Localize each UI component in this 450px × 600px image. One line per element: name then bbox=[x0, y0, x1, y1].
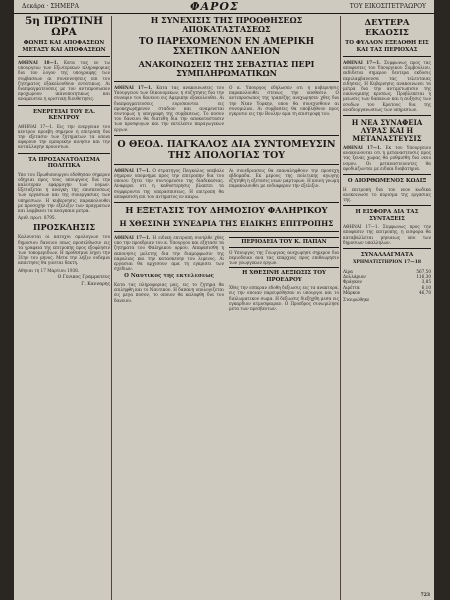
headline: ΔΕΥΤΕΡΑ ΕΚΔΟΣΙΣ bbox=[364, 18, 410, 38]
currency-value: 46,70 bbox=[419, 289, 431, 295]
headline: Η ΝΕΑ ΣΥΝΑΦΕΙΑ ΛΥΡΑΣ ΚΑΙ Η ΜΕΤΑΝΑΣΤΕΥΣΙΣ bbox=[351, 118, 423, 144]
article-text: Ο Υπουργος της Γεωργιας ανεχωρησε σημερον δια περιοδειαν ανα τας επαρχιας προς επιθεωρησιν των γεωργικων εργων. bbox=[229, 249, 339, 265]
section-heading: Η ΧΘΕΣΙΝΗ ΔΕΞΙΩΣΙΣ ΤΟΥ ΠΡΟΕΔΡΟΥ bbox=[229, 267, 339, 283]
divider bbox=[343, 174, 431, 175]
currency-label: Λιρέττα bbox=[343, 284, 360, 290]
currency-value: 116,30 bbox=[416, 274, 431, 280]
divider bbox=[343, 115, 431, 116]
dateline: ΑΘΗΝΑΙ 17—1. bbox=[114, 167, 151, 173]
dateline: ΑΘΗΝΑΙ 18—1. bbox=[18, 60, 59, 65]
divider bbox=[343, 248, 431, 249]
article-text: Ο στρατηγος Παγκαλος υπεβαλε σημερον υπομνημα προς την επιτροπην δια του οποιου ζητει την συντομευσιν της διαδικασιας. Αναφερει οτι η καθυστερησις βλαπτει τα συμφεροντα της υπερασπισεως. Η επιτροπη θα αποφασιση επι του αιτηματος εν καιρω. bbox=[114, 167, 224, 199]
article-text: Κατα τας πληροφοριας μας, εις το ζητημα θα επιληφθη και το Ναυτικον. Η δαπανη υπολογιζεται εις μεγα ποσον, το οποιον θα καλυφθη δια του δανειου. bbox=[114, 281, 224, 303]
divider bbox=[343, 205, 431, 206]
page-number: 723 bbox=[420, 593, 430, 598]
article-columns bbox=[114, 85, 339, 132]
article-body bbox=[114, 168, 224, 199]
article-text: Υπο του Πρωθυπουργου εδοθησαν σημερον οδηγιαι προς τους υπουργους δια την καλυτεραν εφαρμογην των νομων. Εξεταζεται η αναγκη της επισπευσεως των εργασιων και της συνεργασιας των υπηρεσιων. Η κυβερνησις παρακολουθει με προσοχην την εξελιξιν των πραγματων και λαμβανει τα αναγκαια μετρα. bbox=[18, 171, 110, 214]
section-heading: Η ΕΙΣΦΟΡΑ ΔΙΑ ΤΑΣ ΣΥΝΤΑΞΕΙΣ bbox=[355, 209, 419, 222]
article-text: Εκ του Υπουργειου ανακοινουται οτι η μεταναστευσις προς τας ξενας χωρας θα ρυθμισθη δια νεου νομου. Οι μεταναστευοντες θα εφοδιαζωνται με ειδικα διαβατηρια. bbox=[343, 145, 431, 171]
currency-label: Δολλάριον bbox=[343, 274, 366, 280]
dateline: ΑΘΗΝΑΙ 17—1. bbox=[343, 145, 382, 151]
subheadline: ΦΩΝΗΣ ΚΑΙ ΑΠΟΦΑΣΕΩΝ ΜΕΤΑΞΥ ΚΑΙ ΑΠΟΦΑΣΕΩΝ bbox=[22, 40, 106, 53]
section-heading: Ο ΔΙΟΡΘΩΜΕΝΟΣ ΚΩΔΙΞ bbox=[347, 178, 427, 185]
currency-label: Λίρα bbox=[343, 268, 353, 274]
section-heading: Ο Ναυτικος της εκτελεσεως bbox=[124, 273, 214, 280]
article-text: Συμφωνως προς τας αποφασεις του Υπουργικου Συμβουλιου, εκδιδεται σημερον δευτερα εκδοσις περιλαμβανουσα τας τελευταιας ειδησεις. Η Κυβερνησις ανακοινωνει τα μετρα δια την αντιμετωπισιν της οικονομικης κρισεως. Προβλεπεται η μειωσις των δαπανων και η αυξησις των εσοδων του Κρατους δια της αναδιοργανωσεως των υπηρεσιων. bbox=[343, 60, 431, 112]
headline: Η ΕΞΕΤΑΣΙΣ ΤΟΥ ΔΗΜΟΣΙΟΥ ΦΑΛΗΡΙΚΟΥ bbox=[125, 206, 328, 217]
dateline: ΑΘΗΝΑΙ 17—1. bbox=[114, 235, 151, 241]
article-text: ΑΘΗΝΑΙ 17—1. Συμφωνως προς την αποφασιν της επιτροπης, η εισφορα θα καταβαλλεται μηνιαιως υπο των δημοσιων υπαλληλων. bbox=[343, 224, 431, 245]
section-heading: ΣΥΝΑΛΛΑΓΜΑΤΑ bbox=[360, 251, 414, 258]
section-heading: ΕΝΕΡΓΕΙΑΙ ΤΟΥ ΕΛ. ΚΕΝΤΡΟΥ bbox=[32, 108, 96, 122]
masthead-left: Δεκάρα · ΣΗΜΕΡΑ bbox=[22, 3, 79, 10]
signature-name: Γ. Κανναρης bbox=[81, 281, 110, 287]
notice-text: Καλουνται οι κατοχοι ομολογιων του δημοσιου δανειου οπως προσελθωσιν εις τα γραφεια της επιτροπης προς εξοφλησιν των τοκομεριδιων. Η προθεσμια ληγει την 31ην του μηνος. Μετα την ληξιν ουδεμια απαιτησις θα γινεται δεκτη. bbox=[18, 234, 110, 266]
currency-label: Φράγκον bbox=[343, 279, 362, 285]
currency-value: 3,85 bbox=[421, 279, 431, 285]
article-body bbox=[18, 60, 110, 102]
divider bbox=[18, 153, 110, 154]
masthead bbox=[14, 0, 434, 14]
subheadline: ΤΟ ΦΥΛΛΟΝ ΕΞΕΔΟΘΗ ΕΙΣ ΚΑΙ ΤΑΣ ΠΕΡΙΟΧΑΣ bbox=[345, 40, 429, 53]
headline: ΤΟ ΠΑΡΕΧΟΜΕΝΟΝ ΕΝ ΑΜΕΡΙΚΗ ΣΧΕΤΙΚΟΝ ΔΑΝΕΙΟΝ bbox=[138, 37, 315, 57]
article-body bbox=[343, 60, 431, 112]
divider bbox=[114, 81, 339, 82]
article-body bbox=[343, 145, 431, 171]
divider bbox=[343, 56, 431, 57]
masthead-right: ΤΟΥ ΕΙΚΟΣΙΤΕΤΡΑΩΡΟΥ bbox=[349, 3, 426, 10]
article-text: Χθες την εσπεραν εδοθη δεξιωσις εις τα ανακτορα, εις την οποιαν παρευρεθησαν οι υπουργοι και το διπλωματικον σωμα. Η δεξιωσις διεξηχθη μεσα εις εγκαρδιον ατμοσφαιραν. Ο Προεδρος συνωμιλησε μετα των πρεσβευτων. bbox=[229, 285, 339, 311]
reference-number: Αριθ. πρωτ. 8795. bbox=[18, 215, 56, 221]
headline: Η ΧΘΕΣΙΝΗ ΣΥΝΕΔΡΙΑ ΤΗΣ ΕΙΔΙΚΗΣ ΕΠΙΤΡΟΠΗΣ bbox=[119, 219, 334, 229]
article-columns bbox=[114, 235, 339, 311]
newspaper-title: ΦΑΡΟΣ bbox=[189, 0, 239, 13]
article-text: Κατα τας εν τω υπουργειω των Εξωτερικων πληροφοριας δια τον λογον της υπογραφης των συμβασεων αι συνεννοησεις επι του ζητηματος εξακολουθουν εντατικως. Αι διαπραγματευσεις με τον αντιπροσωπον προχωρουν ικανοποιητικως και αναμενεται η οριστικη διευθετησις. bbox=[18, 60, 110, 102]
notice-date: Αθηναι τη 17 Μαρτιου 1938. bbox=[18, 267, 80, 273]
divider bbox=[114, 135, 339, 136]
column-divider bbox=[340, 16, 341, 600]
bottom-label: Σταυρώθηκε bbox=[343, 296, 370, 302]
column-divider bbox=[111, 16, 112, 600]
table-row bbox=[343, 290, 431, 295]
divider bbox=[114, 231, 339, 232]
divider bbox=[18, 105, 110, 106]
divider bbox=[114, 202, 339, 203]
article-columns bbox=[114, 168, 339, 199]
exchange-rates-table bbox=[343, 269, 431, 295]
headline: Ο ΘΕΟΔ. ΠΑΓΚΑΛΟΣ ΔΙΑ ΣΥΝΤΟΜΕΥΣΙΝ ΤΗΣ ΑΠΟΛΟΓΙΑΣ ΤΟΥ bbox=[117, 138, 336, 161]
headline: Η ΣΥΝΕΧΙΣΙΣ ΤΗΣ ΠΡΟΩΘΗΣΕΩΣ ΑΠΟΚΑΤΑΣΤΑΣΕΩΣ bbox=[150, 16, 303, 34]
article-body bbox=[114, 85, 224, 132]
article-text: ΑΘΗΝΑΙ 17—1. Εις την ενεργειαν του κεντρου προεβη σημερον η επιτροπη δια την εξετασιν των ζητηματων τα οποια αφορουν την εμπορικην κινησιν και την ανταλλαγην προιοντων. bbox=[18, 123, 110, 150]
currency-value: 567,50 bbox=[416, 268, 431, 274]
divider bbox=[114, 164, 339, 165]
notice-heading: ΠΡΟΣΚΛΗΣΙΣ bbox=[33, 222, 95, 233]
article-text: Η επιτροπη δια τον νεον κωδικα ανεκοινωσε το πορισμα της εργασιας της. bbox=[343, 186, 431, 202]
newspaper-page bbox=[14, 0, 434, 600]
column-center bbox=[114, 16, 339, 600]
currency-label: Μάρκον bbox=[343, 289, 361, 295]
article-text: Αι συνεδριασεις θα επαναληφθουν την προσεχη εβδομαδα. Εκ μερους της πολιτικης αγωγης εζητηθη η εξετασις νεων μαρτυρων. Η κοινη γνωμη παρακολουθει με ενδιαφερον την εξελιξιν. bbox=[229, 167, 339, 189]
side-articles bbox=[229, 235, 339, 311]
column-left bbox=[18, 16, 110, 600]
article-text: Κατα τας ανακοινωσεις του Υπουργειου των Οικονομικων, η συζητησις δια την συναψιν του δανειου εις Αμερικην εξακολουθει. Αι διαπραγματευσεις ευρισκονται εις προκεχωρημενον σταδιον και αναμενεται συντομως η υπογραφη της συμβασεως. Το ποσον του δανειου θα διατεθη δια την αποκαταστασιν των προσφυγων και την εκτελεσιν παραγωγικων εργων. bbox=[114, 85, 224, 132]
dateline: ΑΘΗΝΑΙ 17—1. bbox=[343, 60, 381, 65]
currency-value: 6,10 bbox=[421, 284, 431, 290]
table-title: ΧΡΗΜΑΤΙΣΤΗΡΙΟΝ 17—18 bbox=[353, 260, 421, 266]
section-heading: ΠΕΡΙΟΔΕΙΑ ΤΟΥ Κ. ΠΑΠΑΝ bbox=[229, 237, 339, 248]
headline: ΑΝΑΚΟΙΝΩΣΕΙΣ ΤΗΣ ΣΕΒΑΣΤΙΑΣ ΠΕΡΙ ΣΥΜΠΛΗΡΩΜΑΤΙΚΩΝ bbox=[138, 59, 315, 78]
column-right bbox=[343, 16, 431, 600]
article-text: Ο κ. Υπουργος εδηλωσεν οτι η κυβερνησις παρακολουθει στενως την υποθεσιν. Ο αντιπροσωπος της τραπεζης ανεχωρησεν χθες δια την Νεαν Υορκην, οπου θα συνεχισθουν αι συνομιλιαι. Αι συμβασεις θα υποβληθουν προς εγκρισιν εις την Βουλην αμα τη επιστροφη του. bbox=[229, 85, 339, 117]
article-body bbox=[114, 235, 224, 311]
section-heading: ΤΑ ΠΡΟΣΑΝΑΤΟΛΙΣΜΑ ΠΟΛΙΤΙΚΑ bbox=[28, 156, 100, 170]
signature-title: Ο Γενικος Γραμματευς bbox=[57, 274, 110, 280]
headline: 5η ΠΡΩΤΙΝΗ ΩΡΑ bbox=[25, 16, 103, 38]
article-text: Η ειδικη επιτροπη συνηλθε χθες υπο την προεδριαν του κ. Υπουργου και εξητασε τα ζητηματα του Φαληρικου ορμου. Απεφασισθη η εκπονησις μελετης δια την διαμορφωσιν της παραλιας και την κατασκευην του λιμενος. Αι εργασιαι θα αρχισουν αμα τη εγκρισει των σχεδιων. bbox=[114, 235, 225, 272]
divider bbox=[18, 56, 110, 57]
dateline: ΑΘΗΝΑΙ 17—1. bbox=[114, 85, 153, 90]
